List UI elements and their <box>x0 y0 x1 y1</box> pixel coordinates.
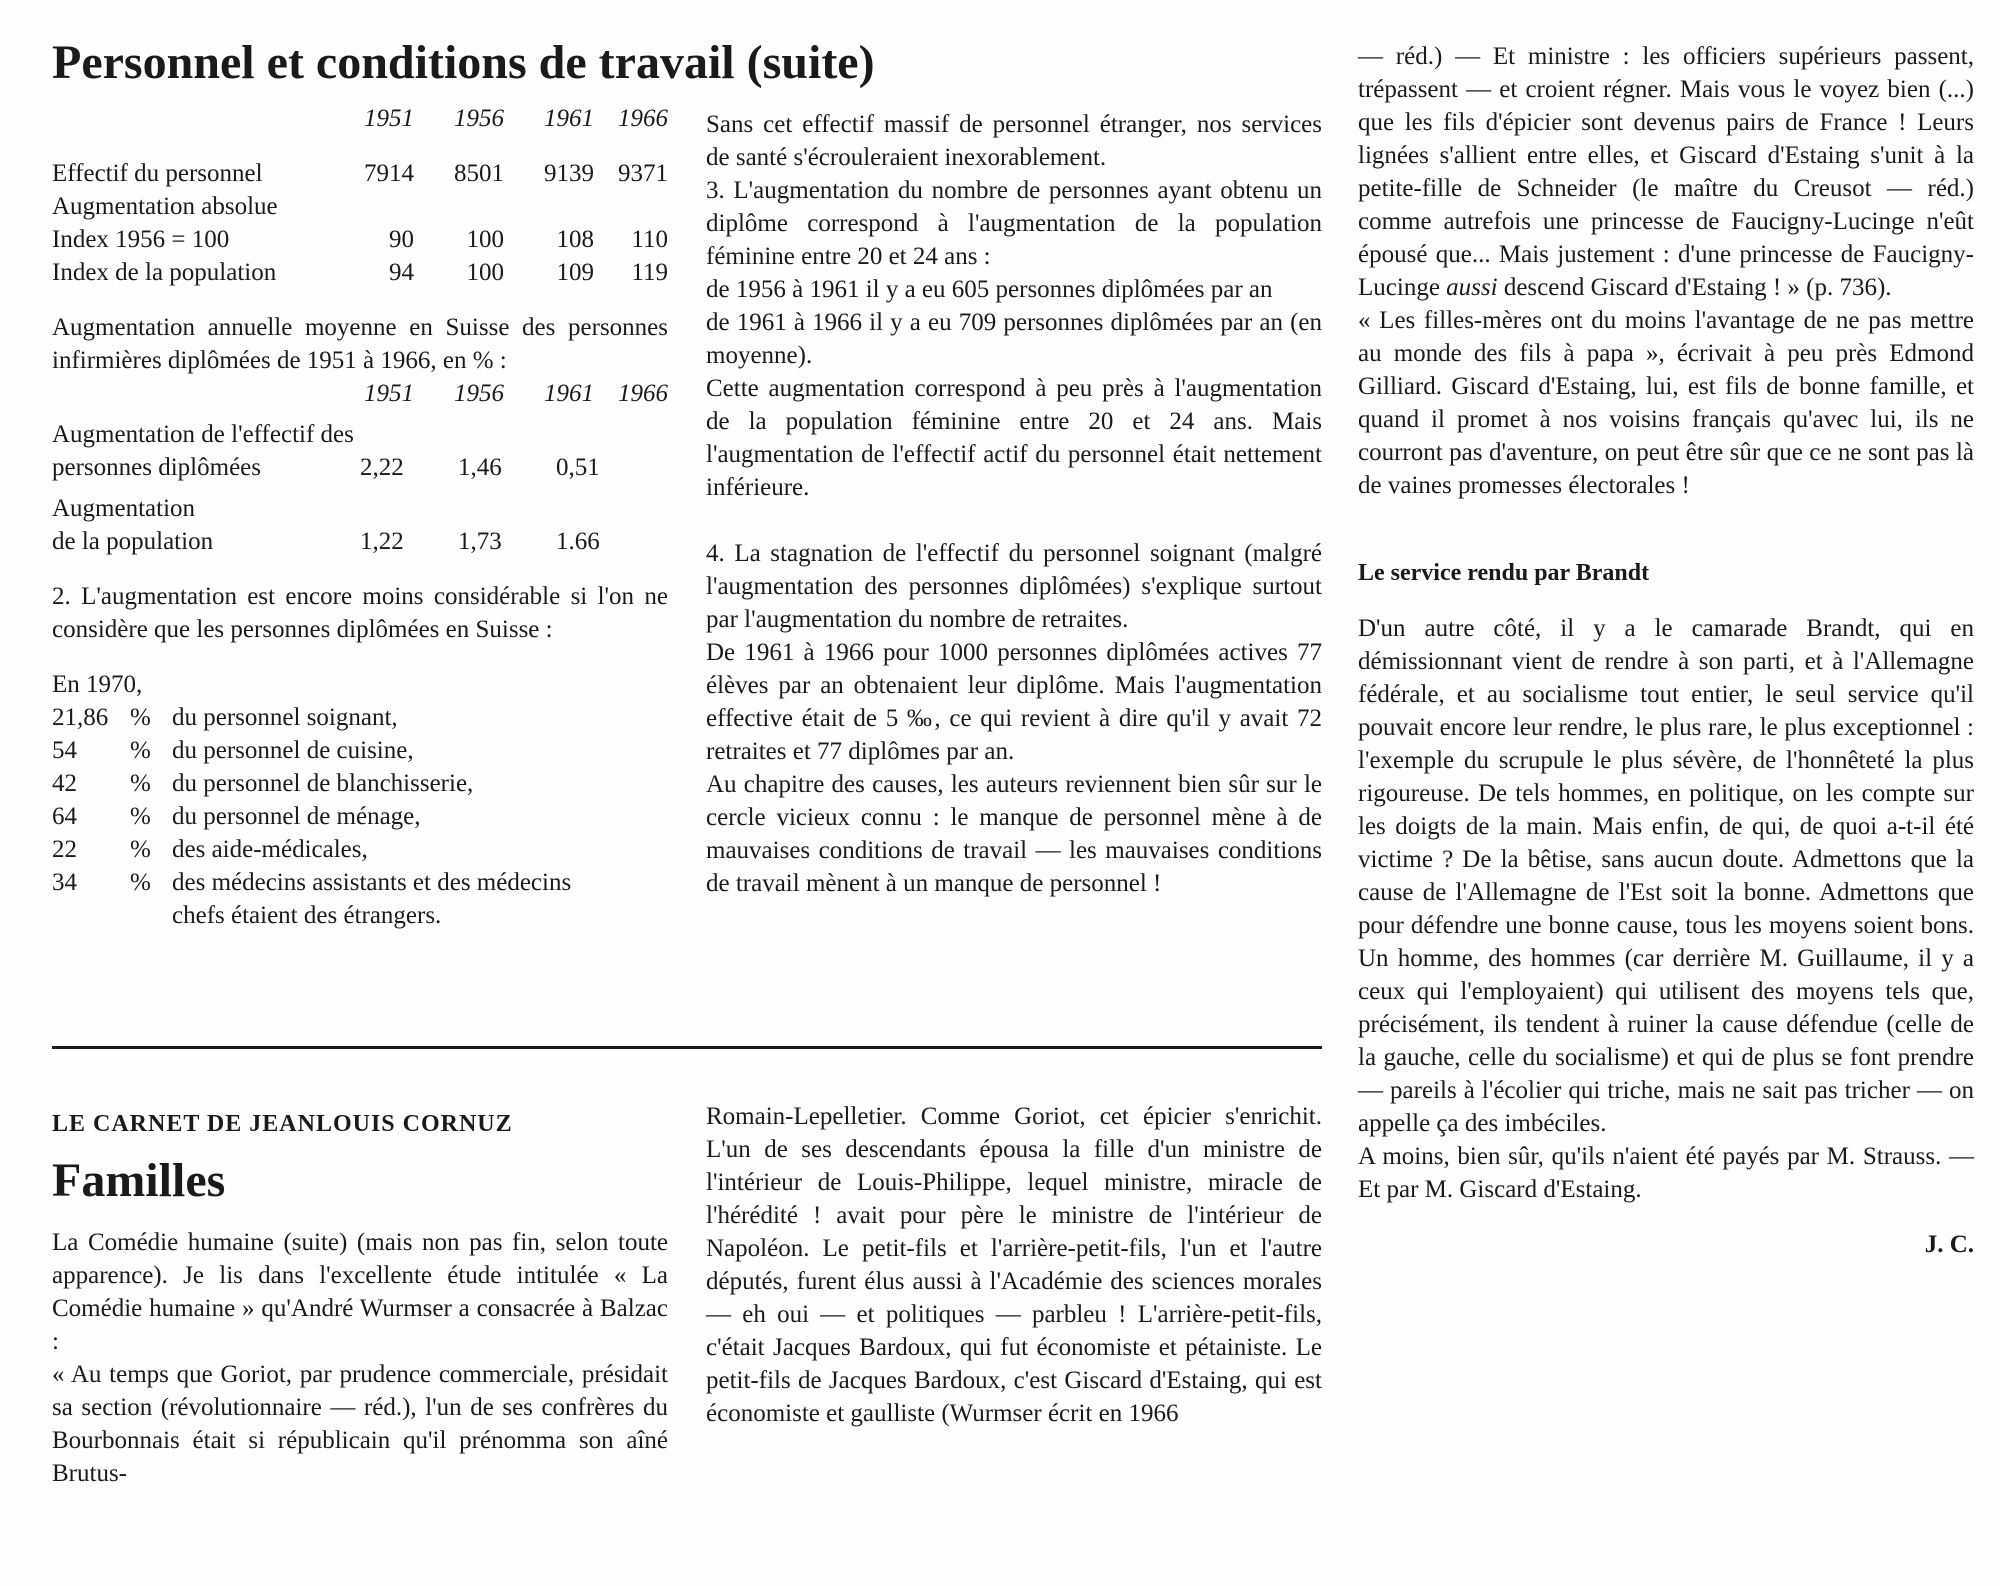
table1-cell: 9371 <box>618 160 668 187</box>
signature: J. C. <box>1924 1231 1974 1258</box>
table2-row-label: Augmentation de l'effectif des <box>52 421 354 448</box>
paragraph: 3. L'augmentation du nombre de personnes ayant obtenu un diplôme correspond à l'augmentation de la population féminine entre 20 et 24 ans : <box>706 177 1322 270</box>
table2-row-label1 <box>52 492 668 525</box>
table1-row-label: Index de la population <box>52 259 277 286</box>
paragraph: D'un autre côté, il y a le camarade Brandt, qui en démissionnant vient de rendre à son parti, et à l'Allemagne fédérale, et au socialisme tout entier, le seul service qu'il pouvait encore leur rendre, le plus rare, le plus exceptionnel : l'exemple du scrupule le plus sévère, de l'honnêteté la plus rigoureuse. De tels hommes, en politique, on les compte sur les doigts de la main. Mais enfin, de qui, de quoi a-t-il été victime ? De la bêtise, sans aucun doute. Admettons que la cause de l'Allemagne de l'Est soit la bonne. Admettons que pour défendre une bonne cause, tous les moyens soient bons. Un homme, des hommes (car derrière M. Guillaume, il y a ceux qui l'employaient) qui utilisent des moyens tels que, précisément, ils tendent à ruiner la cause défendue (celle de la gauche, celle du socialisme) et qui de plus se font prendre — pareils à l'écolier qui triche, mais ne sait pas tricher — on appelle ça des imbéciles. <box>1358 615 1974 1137</box>
table1-cell: 100 <box>466 259 504 286</box>
table1-cell: 94 <box>389 259 414 286</box>
percentage-tail-text: chefs étaient des étrangers. <box>172 902 442 929</box>
percentage-value: 22 <box>52 836 77 863</box>
table2-year: 1951 <box>364 380 414 407</box>
percentage-text: des médecins assistants et des médecins <box>172 869 572 896</box>
table1-cell: 9139 <box>544 160 594 187</box>
column-1-bottom <box>52 1226 668 1490</box>
percentage-text: des aide-médicales, <box>172 836 368 863</box>
table1-row <box>52 256 668 289</box>
table2-years <box>52 377 668 410</box>
article-title: Familles <box>52 1154 226 1207</box>
table2-cell: 1,73 <box>458 528 502 555</box>
paragraph: « Au temps que Goriot, par prudence commerciale, présidait sa section (révolutionnaire — réd.), l'un de ses confrères du Bourbonnais était si républicain qu'il prénomma son aîné Brutus- <box>52 1361 668 1487</box>
table2-year: 1966 <box>618 380 668 407</box>
table2-year: 1956 <box>454 380 504 407</box>
percentage-tail <box>52 899 668 932</box>
table1-cell: 108 <box>556 226 594 253</box>
paragraph: La Comédie humaine (suite) (mais non pas fin, selon toute apparence). Je lis dans l'excellente étude intitulée « La Comédie humaine » qu'André Wurmser a consacrée à Balzac : <box>52 1229 668 1355</box>
table2-cell: 1,22 <box>360 528 404 555</box>
percentage-item <box>52 767 668 800</box>
percent-sign: % <box>130 803 151 830</box>
table1-cell: 100 <box>466 226 504 253</box>
table2-cell: 1,46 <box>458 454 502 481</box>
percentage-item <box>52 866 668 899</box>
table2-row-label: Augmentation <box>52 495 196 522</box>
table1-row-label: Augmentation absolue <box>52 193 278 220</box>
table1-year: 1956 <box>454 105 504 132</box>
in-1970: En 1970, <box>52 671 143 698</box>
paragraph: Romain-Lepelletier. Comme Goriot, cet épicier s'enrichit. L'un de ses descendants épousa la fille d'un ministre de l'intérieur de Louis-Philippe, lequel ministre, miracle de l'hérédité ! avait pour père le ministre de l'intérieur de Napoléon. Le petit-fils et l'arrière-petit-fils, l'un et l'autre députés, furent élus aussi à l'Académie des sciences morales — eh oui — et politiques — parbleu ! L'arrière-petit-fils, c'était Jacques Bardoux, qui fut économiste et pétainiste. Le petit-fils de Jacques Bardoux, c'est Giscard d'Estaing, qui est économiste et gaulliste (Wurmser écrit en 1966 <box>706 1103 1322 1427</box>
percent-sign: % <box>130 869 151 896</box>
percentage-text: du personnel soignant, <box>172 704 398 731</box>
table2-intro: Augmentation annuelle moyenne en Suisse des personnes infirmières diplômées de 1951 à 1966, en % : <box>52 314 668 374</box>
column-kicker: LE CARNET DE JEANLOUIS CORNUZ <box>52 1111 513 1137</box>
paragraph: de 1961 à 1966 il y a eu 709 personnes diplômées par an (en moyenne). <box>706 309 1322 369</box>
table1-cell: 7914 <box>364 160 414 187</box>
paragraph: Cette augmentation correspond à peu près à l'augmentation de la population féminine entre 20 et 24 ans. Mais l'augmentation de l'effectif actif du personnel était nettement inférieure. <box>706 375 1322 501</box>
paragraph: Au chapitre des causes, les auteurs reviennent bien sûr sur le cercle vicieux connu : le manque de personnel mène à de mauvaises conditions de travail — les mauvaises conditions de travail mènent à un manque de personnel ! <box>706 771 1322 897</box>
text-run: — réd.) — Et ministre : les officiers supérieurs passent, trépassent — et croient régner. Mais vous le voyez bien (...) que les fils d'épicier sont devenus pairs de France ! Leurs lignées s'allient entre elles, et Giscard d'Estaing s'unit à la petite-fille de Schneider (le maître du Creusot — réd.) comme autrefois une princesse de Faucigny-Lucinge n'eût épousé que... Mais justement : d'une princesse de Faucigny-Lucinge <box>1358 43 1974 301</box>
table1-row <box>52 157 668 190</box>
percentage-item <box>52 833 668 866</box>
table1-cell: 8501 <box>454 160 504 187</box>
table1-row <box>52 223 668 256</box>
paragraph: A moins, bien sûr, qu'ils n'aient été payés par M. Strauss. — Et par M. Giscard d'Estaing. <box>1358 1143 1974 1203</box>
table2-row-label: personnes diplômées <box>52 454 261 481</box>
percentage-item <box>52 701 668 734</box>
percentage-item <box>52 734 668 767</box>
table2-row <box>52 525 668 558</box>
point-2: 2. L'augmentation est encore moins considérable si l'on ne considère que les personnes diplômées en Suisse : <box>52 583 668 643</box>
table1-year: 1951 <box>364 105 414 132</box>
table1-years <box>52 102 668 135</box>
section-divider <box>52 1046 1322 1049</box>
table1-cell: 109 <box>556 259 594 286</box>
percentage-item <box>52 800 668 833</box>
table1-year: 1961 <box>544 105 594 132</box>
table1-row <box>52 190 668 223</box>
table2-cell: 0,51 <box>556 454 600 481</box>
percentage-value: 34 <box>52 869 77 896</box>
table1-row-label: Index 1956 = 100 <box>52 226 230 253</box>
table1-cell: 90 <box>389 226 414 253</box>
column-2-top <box>706 108 1322 900</box>
column-2-bottom <box>706 1100 1322 1430</box>
paragraph: Sans cet effectif massif de personnel étranger, nos services de santé s'écrouleraient inexorablement. <box>706 111 1322 171</box>
table2-row <box>52 451 668 484</box>
table1-year: 1966 <box>618 105 668 132</box>
table2-cell: 1.66 <box>556 528 600 555</box>
text-run: descend Giscard d'Estaing ! » (p. 736). <box>1497 274 1892 301</box>
column-1-top <box>52 102 668 932</box>
paragraph: 4. La stagnation de l'effectif du personnel soignant (malgré l'augmentation des personnes diplômées) s'explique surtout par l'augmentation du nombre de retraites. <box>706 540 1322 633</box>
percentage-text: du personnel de ménage, <box>172 803 421 830</box>
percentage-list <box>52 701 668 932</box>
paragraph: De 1961 à 1966 pour 1000 personnes diplômées actives 77 élèves par an obtenaient leur diplôme. Mais l'augmentation effective était de 5 ‰, ce qui revient à dire qu'il y avait 72 retraites et 77 diplômes par an. <box>706 639 1322 765</box>
paragraph: de 1956 à 1961 il y a eu 605 personnes diplômées par an <box>706 276 1273 303</box>
percent-sign: % <box>130 737 151 764</box>
table2-row-label1 <box>52 418 668 451</box>
paragraph: « Les filles-mères ont du moins l'avantage de ne pas mettre au monde des fils à papa », écrivait à peu près Edmond Gilliard. Giscard d'Estaing, lui, est fils de bonne famille, et quand il promet à nos voisins français qu'avec lui, ils ne courront pas d'aventure, on peut être sûr que ce ne sont pas là de vaines promesses électorales ! <box>1358 307 1974 499</box>
percentage-text: du personnel de cuisine, <box>172 737 414 764</box>
table1-cell: 110 <box>631 226 668 253</box>
paragraph <box>1358 40 1974 304</box>
percentage-value: 42 <box>52 770 77 797</box>
table2-cell: 2,22 <box>360 454 404 481</box>
percent-sign: % <box>130 836 151 863</box>
percentage-value: 64 <box>52 803 77 830</box>
subheading: Le service rendu par Brandt <box>1358 560 1650 586</box>
table2-row-label: de la population <box>52 528 214 555</box>
table1-cell: 119 <box>631 259 668 286</box>
section-title: Personnel et conditions de travail (suite) <box>52 36 875 89</box>
percent-sign: % <box>130 704 151 731</box>
table2-year: 1961 <box>544 380 594 407</box>
emphasis: aussi <box>1446 274 1498 301</box>
column-3 <box>1358 40 1974 1261</box>
table1-row-label: Effectif du personnel <box>52 160 263 187</box>
percentage-value: 54 <box>52 737 77 764</box>
percentage-value: 21,86 <box>52 704 109 731</box>
percent-sign: % <box>130 770 151 797</box>
percentage-text: du personnel de blanchisserie, <box>172 770 474 797</box>
